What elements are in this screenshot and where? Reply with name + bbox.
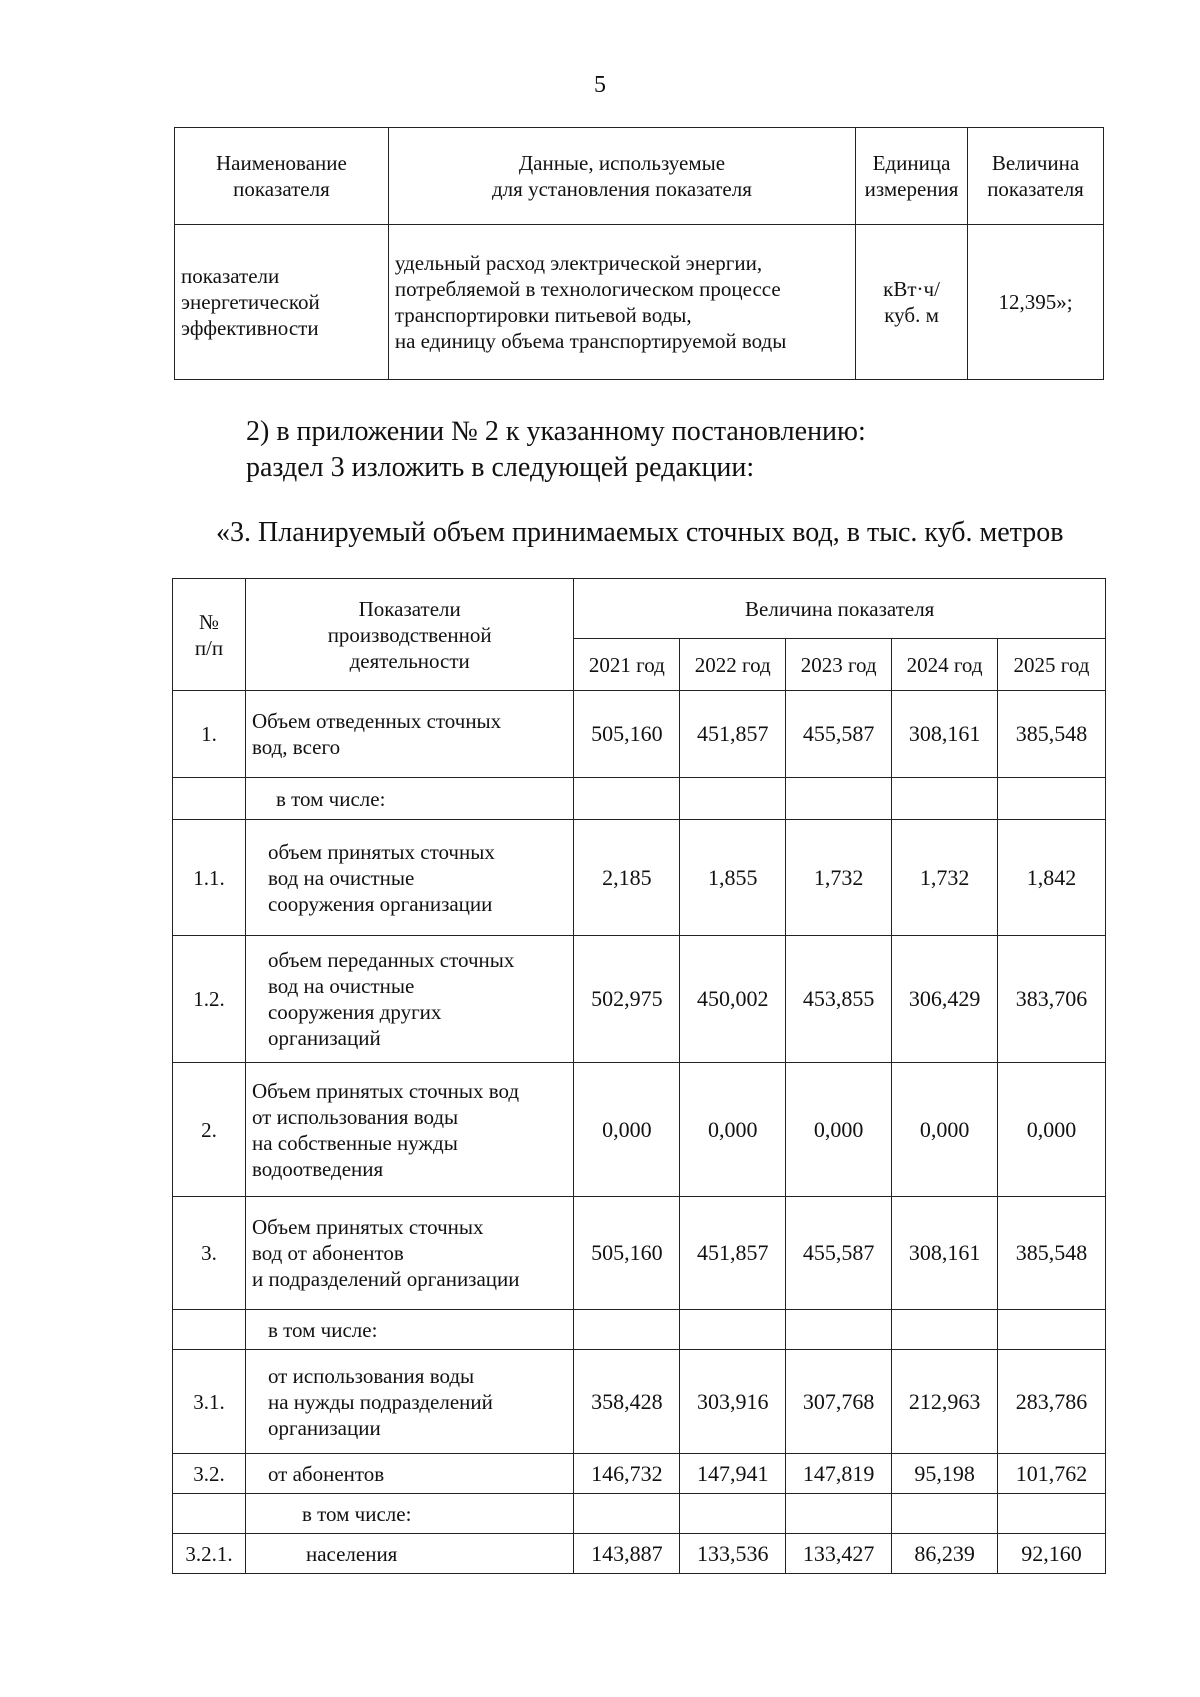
paragraph-line-1: 2) в приложении № 2 к указанному постановлению: [246,416,866,447]
table-row [173,1494,1106,1534]
table-row [173,936,1106,1063]
cell-2024: 86,239 [892,1534,998,1574]
table-row [173,1310,1106,1350]
cell-2024: 306,429 [892,936,998,1063]
year-2023: 2023 год [786,639,892,691]
cell-2024: 95,198 [892,1454,998,1494]
paragraph-line-2: раздел 3 изложить в следующей редакции: [246,452,755,483]
cell-2021 [574,1310,680,1350]
cell-2023: 133,427 [786,1534,892,1574]
cell-2024: 212,963 [892,1350,998,1454]
cell-2025: 101,762 [998,1454,1106,1494]
year-2025: 2025 год [998,639,1106,691]
row-label: в том числе: [245,1310,573,1350]
row-num [173,1310,246,1350]
cell-2025: 0,000 [998,1063,1106,1197]
cell-2022: 451,857 [680,1197,786,1310]
cell-2021: 143,887 [574,1534,680,1574]
indicator-table [174,127,1104,380]
table-row [173,1063,1106,1197]
row-num: 2. [173,1063,246,1197]
cell-2022 [680,1310,786,1350]
cell-2022 [680,1494,786,1534]
row-label: Объем принятых сточных вод от абонентов и подразделений организации [245,1197,573,1310]
row-label: Объем отведенных сточных вод, всего [245,691,573,778]
cell-2023: 455,587 [786,1197,892,1310]
header-unit: Единица измерения [856,128,968,225]
cell-2023 [786,1310,892,1350]
cell-2022: 303,916 [680,1350,786,1454]
section-title: «3. Планируемый объем принимаемых сточных вод, в тыс. куб. метров [216,517,1064,548]
cell-2021: 505,160 [574,1197,680,1310]
cell-2021 [574,778,680,820]
cell-2022: 133,536 [680,1534,786,1574]
row-label: в том числе: [245,778,573,820]
cell-2021: 502,975 [574,936,680,1063]
cell-2025: 1,842 [998,820,1106,936]
cell-2025 [998,1494,1106,1534]
cell-2024: 308,161 [892,1197,998,1310]
cell-2024: 0,000 [892,1063,998,1197]
table-row [173,1454,1106,1494]
row-num: 1.1. [173,820,246,936]
cell-2021: 505,160 [574,691,680,778]
year-2022: 2022 год [680,639,786,691]
wastewater-table [172,578,1106,1574]
year-2021: 2021 год [574,639,680,691]
cell-2023 [786,778,892,820]
indicator-unit: кВт·ч/ куб. м [856,225,968,380]
row-num: 3.2. [173,1454,246,1494]
row-num: 1. [173,691,246,778]
row-label: от абонентов [245,1454,573,1494]
header-value: Величина показателя [968,128,1104,225]
indicator-data: удельный расход электрической энергии, потребляемой в технологическом процессе транспортировки питьевой воды, на единицу объема транспортируемой воды [388,225,855,380]
cell-2022: 147,941 [680,1454,786,1494]
cell-2023: 0,000 [786,1063,892,1197]
indicator-name: показатели энергетической эффективности [175,225,389,380]
cell-2021: 146,732 [574,1454,680,1494]
row-label: объем принятых сточных вод на очистные сооружения организации [245,820,573,936]
table-row [173,1197,1106,1310]
cell-2025: 283,786 [998,1350,1106,1454]
row-num: 3.2.1. [173,1534,246,1574]
cell-2025: 92,160 [998,1534,1106,1574]
table-row [173,691,1106,778]
table-row [175,225,1104,380]
cell-2021: 0,000 [574,1063,680,1197]
header-indicator-name: Наименование показателя [175,128,389,225]
header-num: № п/п [173,579,246,691]
table-row [173,1534,1106,1574]
row-label: объем переданных сточных вод на очистные сооружения других организаций [245,936,573,1063]
row-num: 1.2. [173,936,246,1063]
cell-2025 [998,1310,1106,1350]
cell-2022: 1,855 [680,820,786,936]
header-indicator: Показатели производственной деятельности [245,579,573,691]
year-2024: 2024 год [892,639,998,691]
cell-2023 [786,1494,892,1534]
cell-2025 [998,778,1106,820]
cell-2023: 307,768 [786,1350,892,1454]
cell-2022: 450,002 [680,936,786,1063]
cell-2025: 385,548 [998,1197,1106,1310]
row-num [173,778,246,820]
table-row [173,778,1106,820]
cell-2023: 455,587 [786,691,892,778]
cell-2022: 0,000 [680,1063,786,1197]
row-num: 3. [173,1197,246,1310]
cell-2023: 1,732 [786,820,892,936]
row-label: населения [245,1534,573,1574]
row-label: Объем принятых сточных вод от использования воды на собственные нужды водоотведения [245,1063,573,1197]
cell-2021: 2,185 [574,820,680,936]
cell-2023: 147,819 [786,1454,892,1494]
cell-2024: 308,161 [892,691,998,778]
cell-2025: 383,706 [998,936,1106,1063]
cell-2024 [892,778,998,820]
cell-2021: 358,428 [574,1350,680,1454]
cell-2024: 1,732 [892,820,998,936]
cell-2021 [574,1494,680,1534]
cell-2022 [680,778,786,820]
header-data-used: Данные, используемые для установления показателя [388,128,855,225]
table-row [173,820,1106,936]
header-value: Величина показателя [574,579,1106,639]
cell-2024 [892,1310,998,1350]
row-num: 3.1. [173,1350,246,1454]
table-header-row [173,579,1106,639]
cell-2023: 453,855 [786,936,892,1063]
cell-2022: 451,857 [680,691,786,778]
cell-2024 [892,1494,998,1534]
table-row [173,1350,1106,1454]
cell-2025: 385,548 [998,691,1106,778]
row-label: от использования воды на нужды подразделений организации [245,1350,573,1454]
indicator-value: 12,395»; [968,225,1104,380]
indicator-table-header [175,128,1104,225]
row-num [173,1494,246,1534]
row-label: в том числе: [245,1494,573,1534]
page-number: 5 [594,72,606,98]
